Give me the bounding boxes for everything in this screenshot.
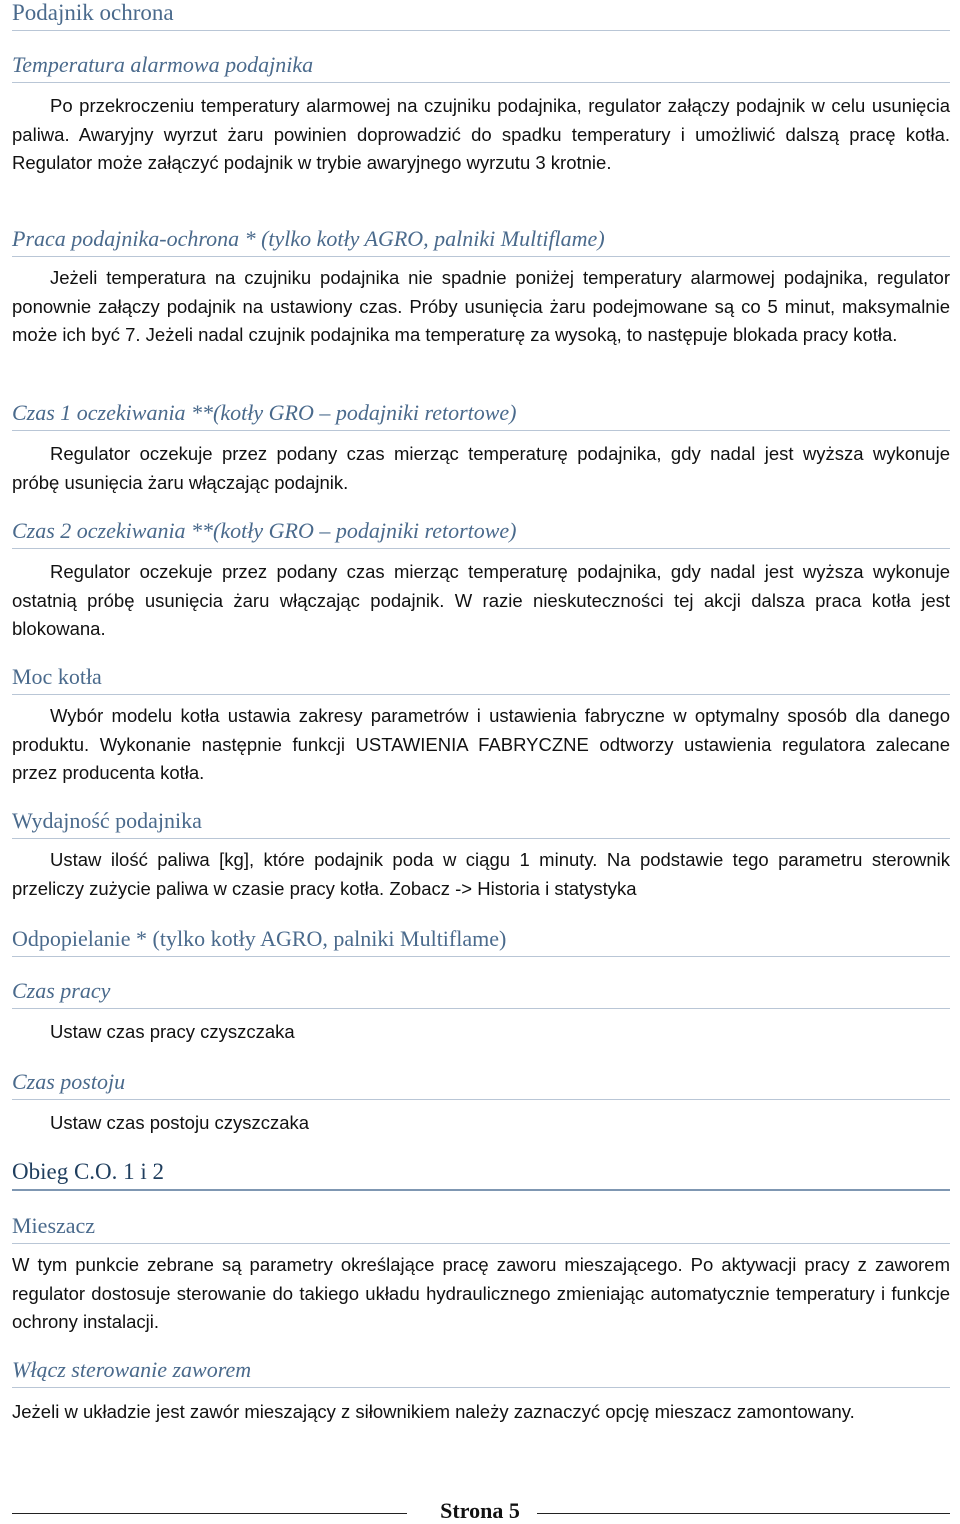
heading-wlacz-sterowanie: Włącz sterowanie zaworem <box>12 1357 252 1382</box>
subheading-wrap <box>12 48 950 83</box>
subheading-wrap <box>12 514 950 549</box>
heading-odpopielanie: Odpopielanie * (tylko kotły AGRO, palniki Multiflame) <box>12 926 507 951</box>
subheading-wrap <box>12 222 950 257</box>
heading-obieg: Obieg C.O. 1 i 2 <box>12 1159 165 1184</box>
paragraph-mieszacz: W tym punkcie zebrane są parametry określające pracę zaworu mieszającego. Po aktywacji pracy z zaworem regulator dostosuje sterowanie do takiego układu hydraulicznego zmieniając automatycznie temperatury i funkcje ochrony instalacji. <box>12 1254 950 1332</box>
paragraph-czas-pracy: Ustaw czas pracy czyszczaka <box>50 1021 295 1042</box>
paragraph-praca-ochrona: Jeżeli temperatura na czujniku podajnika nie spadnie poniżej temperatury alarmowej podajnika, regulator ponownie załączy podajnik na ustawiony czas. Próby usunięcia żaru podejmowane są co 5 minut, maksymalnie może ich być 7. Jeżeli nadal czujnik podajnika ma temperaturę za wysoką, to następuje blokada pracy kotła. <box>12 267 950 345</box>
page-number: Strona 5 <box>440 1498 520 1523</box>
heading-czas1: Czas 1 oczekiwania **(kotły GRO – podajniki retortowe) <box>12 400 517 425</box>
subheading-wrap <box>12 660 950 695</box>
paragraph-czas2: Regulator oczekuje przez podany czas mierząc temperaturę podajnika, gdy nadal jest wyższa wykonuje ostatnią próbę usunięcia żaru włączając podajnik. W razie nieskuteczności tej akcji dalsza praca kotła jest blokowana. <box>12 561 950 639</box>
subheading-wrap <box>12 1209 950 1244</box>
heading-czas-pracy: Czas pracy <box>12 978 111 1003</box>
paragraph-wlacz-sterowanie: Jeżeli w układzie jest zawór mieszający z siłownikiem należy zaznaczyć opcję mieszacz zamontowany. <box>12 1401 855 1422</box>
heading-czas2: Czas 2 oczekiwania **(kotły GRO – podajniki retortowe) <box>12 518 517 543</box>
subheading-wrap <box>12 922 950 957</box>
heading-mieszacz: Mieszacz <box>12 1213 96 1238</box>
subheading-wrap <box>12 1065 950 1100</box>
paragraph-temperatura-alarmowa: Po przekroczeniu temperatury alarmowej na czujniku podajnika, regulator załączy podajnik w celu usunięcia paliwa. Awaryjny wyrzut żaru powinien doprowadzić do spadku temperatury i umożliwić dalszą pracę kotła. Regulator może załączyć podajnik w trybie awaryjnego wyrzutu 3 krotnie. <box>12 95 950 173</box>
heading-moc-kotla: Moc kotła <box>12 664 102 689</box>
heading-praca-ochrona: Praca podajnika-ochrona * (tylko kotły AGRO, palniki Multiflame) <box>12 226 605 251</box>
paragraph-moc-kotla: Wybór modelu kotła ustawia zakresy parametrów i ustawienia fabryczne w optymalny sposób dla danego produktu. Wykonanie następnie funkcji USTAWIENIA FABRYCZNE odtworzy ustawienia regulatora zalecane przez producenta kotła. <box>12 705 950 783</box>
heading-temperatura-alarmowa: Temperatura alarmowa podajnika <box>12 52 314 77</box>
paragraph-czas-postoju: Ustaw czas postoju czyszczaka <box>50 1112 310 1133</box>
heading-wydajnosc: Wydajność podajnika <box>12 808 202 833</box>
subheading-wrap <box>12 1353 950 1388</box>
paragraph-wydajnosc: Ustaw ilość paliwa [kg], które podajnik poda w ciągu 1 minuty. Na podstawie tego parametru sterownik przeliczy zużycie paliwa w czasie pracy kotła. Zobacz -> Historia i statystyka <box>12 849 950 899</box>
subheading-wrap <box>12 804 950 839</box>
section-heading-wrap <box>12 0 950 31</box>
subheading-wrap <box>12 974 950 1009</box>
heading-czas-postoju: Czas postoju <box>12 1069 126 1094</box>
heading-podajnik-ochrona: Podajnik ochrona <box>12 0 174 25</box>
paragraph-czas1: Regulator oczekuje przez podany czas mierząc temperaturę podajnika, gdy nadal jest wyższa wykonuje próbę usunięcia żaru włączając podajnik. <box>12 443 950 493</box>
chapter-heading-wrap <box>12 1155 950 1191</box>
subheading-wrap <box>12 396 950 431</box>
